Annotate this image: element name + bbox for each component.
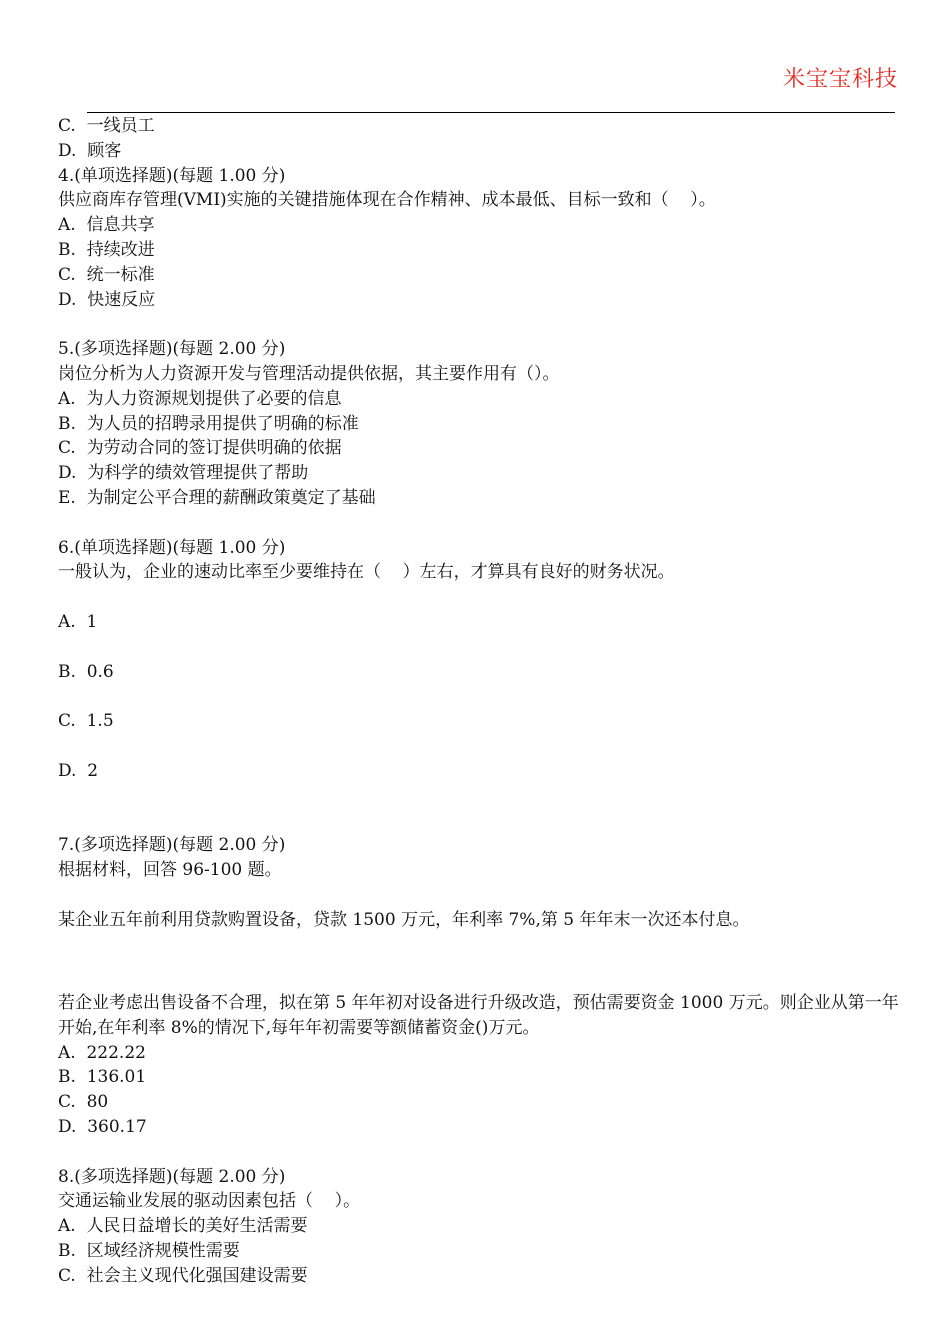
option-line: A. 为人力资源规划提供了必要的信息: [58, 388, 342, 409]
question-8-header: 8.(多项选择题)(每题 2.00 分): [58, 1166, 286, 1187]
option-line: D. 快速反应: [58, 289, 156, 310]
option-line: B. 持续改进: [58, 239, 155, 260]
question-7-stem: 若企业考虑出售设备不合理，拟在第 5 年年初对设备进行升级改造，预估需要资金 1000 万元。则企业从第一年开始,在年利率 8%的情况下,每年年初需要等额储蓄资金()万元。: [58, 993, 899, 1038]
option-line: C. 一线员工: [58, 116, 155, 136]
option-line: A. 人民日益增长的美好生活需要: [58, 1216, 308, 1237]
question-7-material: 某企业五年前利用贷款购置设备，贷款 1500 万元，年利率 7%,第 5 年年末一次还本付息。: [58, 909, 750, 930]
option-line: C. 为劳动合同的签订提供明确的依据: [58, 438, 342, 459]
question-8-stem: 交通运输业发展的驱动因素包括（ ）。: [58, 1191, 361, 1212]
option-line: B. 136.01: [58, 1067, 147, 1088]
question-6-stem: 一般认为，企业的速动比率至少要维持在（ ）左右，才算具有良好的财务状况。: [58, 562, 675, 583]
option-line: C. 统一标准: [58, 264, 155, 285]
option-line: A. 222.22: [58, 1042, 146, 1063]
option-line: B. 为人员的招聘录用提供了明确的标准: [58, 413, 359, 434]
question-5-header: 5.(多项选择题)(每题 2.00 分): [58, 339, 286, 360]
option-line: D. 2: [58, 760, 99, 781]
question-7-intro: 根据材料，回答 96-100 题。: [58, 859, 282, 880]
option-line: C. 社会主义现代化强国建设需要: [58, 1265, 308, 1286]
option-line: B. 区域经济规模性需要: [58, 1241, 240, 1262]
option-line: C. 1.5: [58, 711, 114, 732]
option-line: D. 360.17: [58, 1117, 147, 1138]
question-5-stem: 岗位分析为人力资源开发与管理活动提供依据，其主要作用有（）。: [58, 363, 560, 384]
question-6-header: 6.(单项选择题)(每题 1.00 分): [58, 537, 286, 558]
option-line: A. 信息共享: [58, 215, 155, 236]
brand-logo-text: 米宝宝科技: [782, 67, 898, 92]
question-document: [58, 114, 903, 1289]
question-4-header: 4.(单项选择题)(每题 1.00 分): [58, 165, 286, 186]
header-rule: [87, 112, 895, 113]
option-line: C. 80: [58, 1092, 109, 1113]
option-line: E. 为制定公平合理的薪酬政策奠定了基础: [58, 487, 376, 508]
option-line: D. 为科学的绩效管理提供了帮助: [58, 463, 309, 484]
question-4-stem: 供应商库存管理(VMI)实施的关键措施体现在合作精神、成本最低、目标一致和（ ）。: [58, 190, 716, 211]
option-line: B. 0.6: [58, 661, 114, 682]
option-line: D. 顾客: [58, 140, 122, 161]
option-line: A. 1: [58, 611, 98, 632]
question-7-header: 7.(多项选择题)(每题 2.00 分): [58, 835, 286, 856]
